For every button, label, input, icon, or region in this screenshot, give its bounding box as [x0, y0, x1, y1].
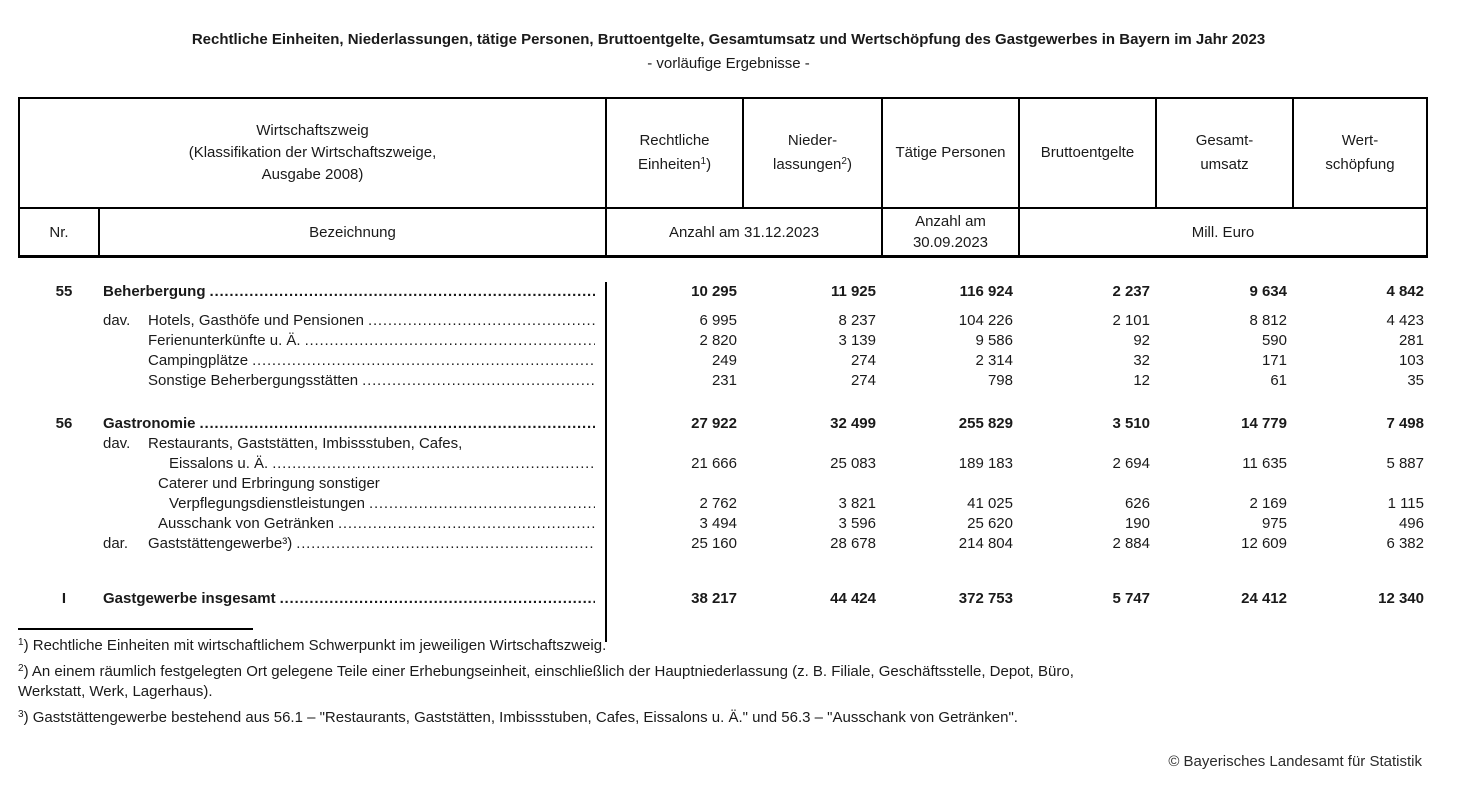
column-header-wertschoepfung [1292, 99, 1426, 207]
row-label: Gastronomie [103, 415, 196, 432]
value-cell: 231 [711, 372, 737, 389]
footnote-1: $^1$) Rechtliche Einheiten mit wirtschaftlichem Schwerpunkt im jeweiligen Wirtschaftszweig. [18, 637, 607, 654]
table-row [18, 434, 1428, 454]
value-cell: 24 412 [1241, 590, 1287, 607]
value-cell: 12 609 [1241, 535, 1287, 552]
value-cell: 44 424 [830, 590, 876, 607]
value-cell: 27 922 [691, 415, 737, 432]
value-cell: 32 499 [830, 415, 876, 432]
row-prefix: dav. [103, 312, 131, 329]
value-cell: 8 237 [838, 312, 876, 329]
value-cell: 14 779 [1241, 415, 1287, 432]
value-cell: 116 924 [959, 283, 1013, 300]
footnote-reference: 1 [700, 156, 707, 167]
value-cell: 92 [1133, 332, 1150, 349]
header-mill-euro: Mill. Euro [1018, 207, 1426, 255]
header-wirtschaftszweig-line3: Ausgabe 2008) [261, 166, 364, 183]
value-cell: 25 083 [830, 455, 876, 472]
value-cell: 11 925 [830, 283, 876, 300]
value-cell: 61 [1270, 372, 1287, 389]
value-cell: 103 [1398, 352, 1424, 369]
value-cell: 274 [850, 372, 876, 389]
value-cell: 12 [1133, 372, 1150, 389]
value-cell: 2 237 [1112, 283, 1150, 300]
row-label: Gastgewerbe insgesamt [103, 590, 276, 607]
column-header-text: Einheiten [637, 156, 701, 173]
value-cell: 38 217 [691, 590, 737, 607]
column-header-gesamtumsatz [1155, 99, 1292, 207]
table-row [18, 351, 1428, 371]
row-label-cell [98, 311, 605, 331]
value-cell: 12 340 [1378, 590, 1424, 607]
value-cell: 8 812 [1249, 312, 1287, 329]
value-cell: 3 494 [699, 515, 737, 532]
table-header [18, 97, 1428, 258]
row-prefix: dav. [103, 435, 131, 452]
column-header-line [1294, 129, 1426, 153]
footnote-1-marker: 1 [18, 637, 24, 648]
table-row [18, 534, 1428, 554]
value-cell: 104 226 [958, 312, 1013, 329]
column-header-text: schöpfung [1325, 156, 1395, 173]
row-label-cell [98, 434, 605, 454]
row-label: Restaurants, Gaststätten, Imbissstuben, Cafes, [148, 435, 463, 452]
dot-leader [369, 494, 595, 514]
value-cell: 35 [1407, 372, 1424, 389]
row-label-cell [98, 534, 605, 554]
row-prefix: dar. [103, 535, 129, 552]
dot-leader [272, 454, 595, 474]
value-cell: 6 382 [1386, 535, 1424, 552]
row-label-cell [98, 454, 605, 474]
table-row [18, 311, 1428, 331]
column-header-line [1294, 153, 1426, 177]
header-anzahl-30-09-2023: Anzahl am 30.09.2023 [881, 207, 1018, 255]
footnote-separator [18, 628, 253, 630]
value-cell: 3 139 [838, 332, 876, 349]
value-cell: 2 169 [1249, 495, 1287, 512]
footnote-2: $^2$) An einem räumlich festgelegten Ort gelegene Teile einer Erhebungseinheit, einschließlich der Hauptniederlassung (z. B. Filiale, Geschäftsstelle, Depot, Büro, Werkstatt, Werk, Lagerhaus). [18, 662, 1408, 702]
row-label-cell [98, 589, 605, 609]
footnote-reference: 2 [841, 156, 847, 167]
dot-leader [280, 589, 595, 609]
row-label: Eissalons u. Ä. [169, 455, 269, 472]
column-header-text: Nieder- [787, 132, 838, 149]
dot-leader [210, 282, 595, 302]
value-cell: 190 [1124, 515, 1150, 532]
value-cell: 6 995 [699, 312, 737, 329]
column-divider-line [605, 282, 607, 642]
column-header-text: Wert- [1341, 132, 1379, 149]
value-cell: 798 [987, 372, 1013, 389]
value-cell: 9 586 [975, 332, 1013, 349]
row-label-cell [98, 514, 605, 534]
footnotes [18, 636, 1408, 734]
value-cell: 281 [1398, 332, 1424, 349]
row-label: Beherbergung [103, 283, 206, 300]
value-cell: 171 [1261, 352, 1287, 369]
value-cell: 25 620 [967, 515, 1013, 532]
row-label-cell [98, 351, 605, 371]
value-cell: 25 160 [691, 535, 737, 552]
value-cell: 9 634 [1249, 283, 1287, 300]
table-row [18, 331, 1428, 351]
footnote-3-marker: 3 [18, 709, 24, 720]
value-cell: 189 183 [958, 455, 1013, 472]
column-header-line [607, 129, 742, 153]
row-label: Gaststättengewerbe³) [148, 535, 293, 552]
dot-leader [200, 414, 595, 434]
value-cell: 4 423 [1386, 312, 1424, 329]
header-wirtschaftszweig-line2: (Klassifikation der Wirtschaftszweige, [188, 144, 437, 161]
copyright-notice: © Bayerisches Landesamt für Statistik [1168, 753, 1422, 770]
row-label-cell [98, 414, 605, 434]
value-cell: 2 101 [1112, 312, 1150, 329]
value-cell: 3 596 [838, 515, 876, 532]
value-cell: 590 [1261, 332, 1287, 349]
value-cell: 274 [850, 352, 876, 369]
row-label: Sonstige Beherbergungsstätten [148, 372, 359, 389]
column-header-text: Tätige Personen [895, 144, 1006, 161]
value-cell: 4 842 [1386, 283, 1424, 300]
value-cell: 372 753 [958, 590, 1013, 607]
row-label: Campingplätze [148, 352, 249, 369]
column-header-text: Rechtliche [639, 132, 710, 149]
value-cell: 2 884 [1112, 535, 1150, 552]
value-cell: 626 [1124, 495, 1150, 512]
column-header-text: umsatz [1200, 156, 1249, 173]
dot-leader [252, 351, 595, 371]
header-nr: Nr. [20, 207, 98, 255]
column-header-text: lassungen [773, 156, 842, 173]
row-label-cell [98, 282, 605, 302]
table-row [18, 371, 1428, 391]
value-cell: 28 678 [830, 535, 876, 552]
row-number: 55 [55, 283, 73, 300]
value-cell: 10 295 [691, 283, 737, 300]
column-header-text: Gesamt- [1195, 132, 1254, 149]
table-row [18, 474, 1428, 494]
column-header-taetige-personen [881, 99, 1018, 207]
footnote-3: $^3$) Gaststättengewerbe bestehend aus 56.1 – "Restaurants, Gaststätten, Imbissstuben, Cafes, Eissalons u. Ä." und 56.3 – "Ausschank von Getränken". [18, 709, 1018, 726]
column-header-text: Bruttoentgelte [1040, 144, 1135, 161]
row-label-cell [98, 494, 605, 514]
page-subtitle: - vorläufige Ergebnisse - [647, 55, 810, 72]
column-header-bruttoentgelte [1018, 99, 1155, 207]
column-header-line [1157, 129, 1292, 153]
row-label: Verpflegungsdienstleistungen [169, 495, 365, 512]
footnote-2-marker: 2 [18, 663, 24, 674]
footnote-1-text: Rechtliche Einheiten mit wirtschaftlichem Schwerpunkt im jeweiligen Wirtschaftszweig. [32, 637, 607, 654]
value-cell: 496 [1398, 515, 1424, 532]
value-cell: 214 804 [958, 535, 1013, 552]
statistics-table [18, 97, 1428, 644]
header-wirtschaftszweig [20, 99, 605, 207]
value-cell: 5 747 [1112, 590, 1150, 607]
value-cell: 2 762 [699, 495, 737, 512]
value-cell: 11 635 [1242, 455, 1287, 472]
row-label-cell [98, 474, 605, 494]
row-number: I [61, 590, 67, 607]
column-header-rechtliche-einheiten [605, 99, 742, 207]
row-label: Hotels, Gasthöfe und Pensionen [148, 312, 364, 329]
value-cell: 3 510 [1112, 415, 1150, 432]
value-cell: 2 694 [1112, 455, 1150, 472]
value-cell: 3 821 [838, 495, 876, 512]
value-cell: 5 887 [1386, 455, 1424, 472]
value-cell: 975 [1261, 515, 1287, 532]
footnote-3-text: Gaststättengewerbe bestehend aus 56.1 – "Restaurants, Gaststätten, Imbissstuben, Cafes, Eissalons u. Ä." und 56.3 – "Ausschank von Getränken". [32, 709, 1018, 726]
table-body [18, 282, 1428, 644]
table-row [18, 282, 1428, 302]
header-wirtschaftszweig-line1: Wirtschaftszweig [256, 122, 369, 139]
value-cell: 255 829 [958, 415, 1013, 432]
column-header-line [1020, 141, 1155, 165]
footnote-2-text: An einem räumlich festgelegten Ort gelegene Teile einer Erhebungseinheit, einschließlich der Hauptniederlassung (z. B. Filiale, Geschäftsstelle, Depot, Büro, [31, 663, 1074, 680]
row-label: Ferienunterkünfte u. Ä. [148, 332, 301, 349]
column-header-line [744, 153, 881, 177]
footnote-reference-close: ) [846, 156, 852, 173]
column-header-niederlassungen [742, 99, 881, 207]
footnote-reference-close: ) [706, 156, 712, 173]
row-label-cell [98, 371, 605, 391]
header-row-1 [20, 99, 1426, 207]
footnote-2-text-line2: Werkstatt, Werk, Lagerhaus). [18, 683, 213, 700]
header-anzahl-31-12-2023: Anzahl am 31.12.2023 [605, 207, 881, 255]
table-row [18, 494, 1428, 514]
value-cell: 7 498 [1386, 415, 1424, 432]
row-label: Caterer und Erbringung sonstiger [158, 475, 380, 492]
column-header-line [607, 153, 742, 177]
value-cell: 32 [1133, 352, 1150, 369]
value-cell: 2 820 [699, 332, 737, 349]
value-cell: 41 025 [967, 495, 1013, 512]
table-row [18, 589, 1428, 609]
dot-leader [305, 331, 595, 351]
row-label-cell [98, 331, 605, 351]
table-row [18, 454, 1428, 474]
value-cell: 21 666 [691, 455, 737, 472]
page-title: Rechtliche Einheiten, Niederlassungen, tätige Personen, Bruttoentgelte, Gesamtumsatz und Wertschöpfung des Gastgewerbes in Bayern im Jahr 2023 [191, 31, 1266, 48]
table-row [18, 414, 1428, 434]
value-cell: 2 314 [975, 352, 1013, 369]
header-bezeichnung: Bezeichnung [98, 207, 605, 255]
value-cell: 249 [711, 352, 737, 369]
value-cell: 1 115 [1387, 495, 1424, 512]
column-header-line [1157, 153, 1292, 177]
dot-leader [362, 371, 595, 391]
header-row-2 [20, 207, 1426, 255]
dot-leader [338, 514, 595, 534]
table-row [18, 514, 1428, 534]
dot-leader [296, 534, 595, 554]
column-header-line [744, 129, 881, 153]
column-header-line [883, 141, 1018, 165]
row-number: 56 [55, 415, 73, 432]
dot-leader [368, 311, 595, 331]
row-label: Ausschank von Getränken [158, 515, 334, 532]
